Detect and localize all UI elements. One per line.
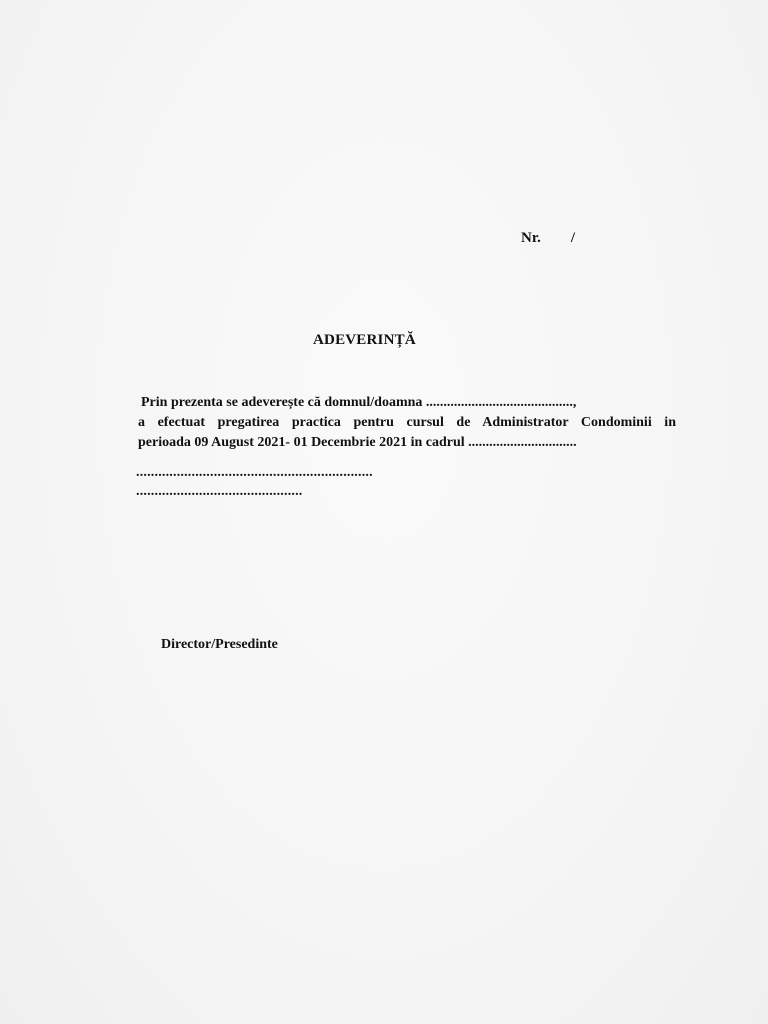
document-title: ADEVERINȚĂ [313,332,416,348]
document-number: Nr. / [521,230,576,246]
body-line-5: ............................................. [136,484,303,499]
body-line-1: Prin prezenta se adeverește că domnul/doamna .........................................., [141,395,577,410]
body-line-3: perioada 09 August 2021- 01 Decembrie 2021 in cadrul ............................... [138,435,577,450]
body-line-4: ................................................................ [136,465,373,480]
signature-label: Director/Presedinte [161,637,278,652]
body-line-2: a efectuat pregatirea practica pentru cursul de Administrator Condominii in [138,415,676,430]
